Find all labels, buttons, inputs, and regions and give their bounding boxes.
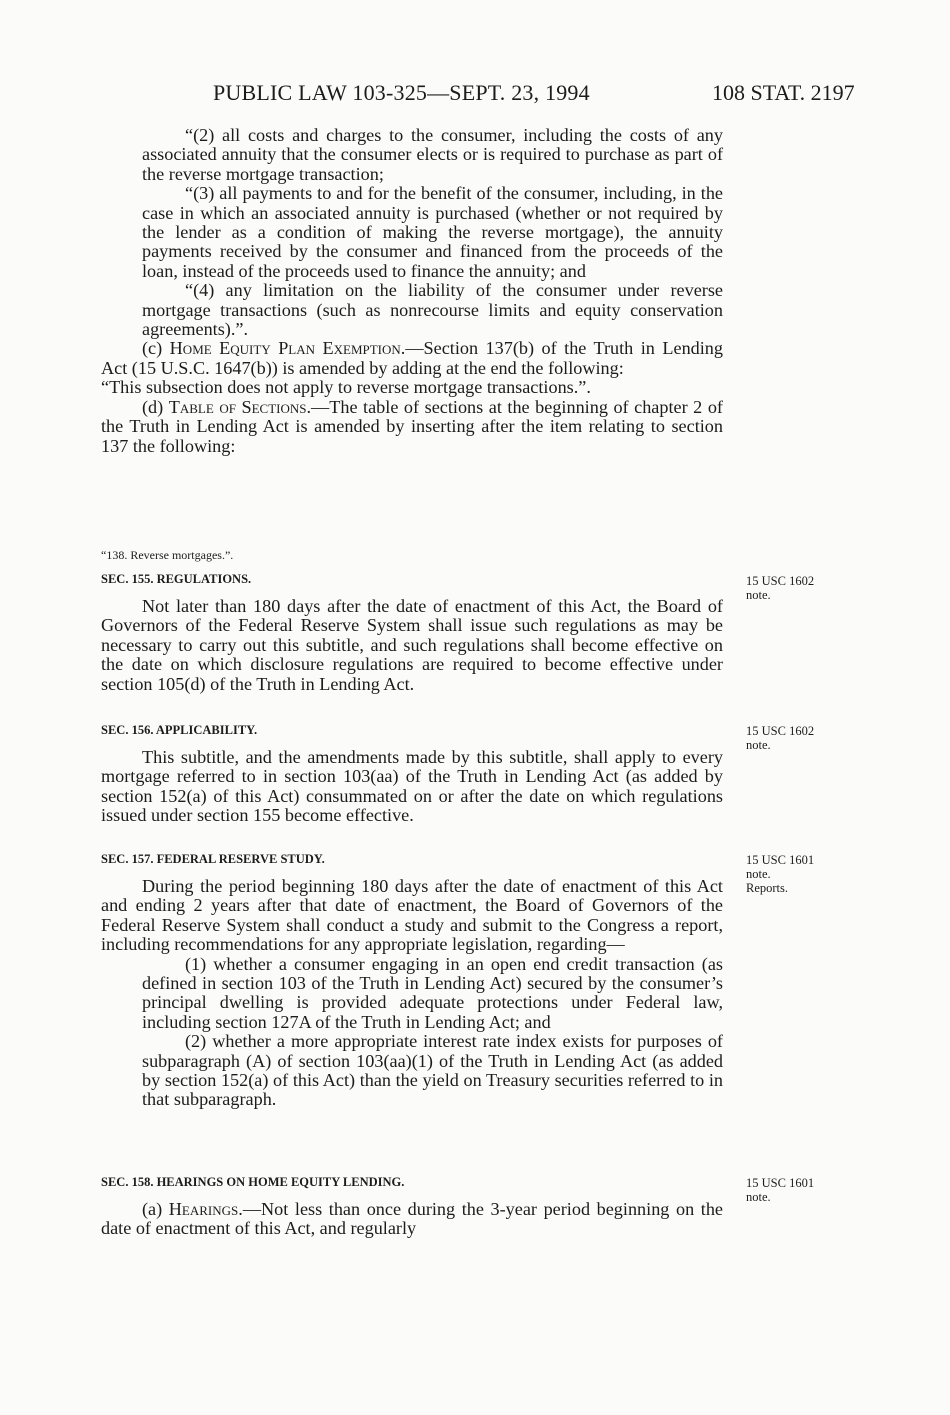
subsection-c-label: (c) <box>142 338 170 359</box>
item-2-block <box>101 126 723 339</box>
paragraph-item-2: “(2) all costs and charges to the consumer, including the costs of any associated annuity that the consumer elects or is required to purchase as part of the reverse mortgage transaction; <box>142 125 723 184</box>
section-155-note: note. <box>746 588 771 602</box>
paragraph-item-4: “(4) any limitation on the liability of the consumer under reverse mortgage transactions (such as nonrecourse limits and equity conservation agreements).”. <box>142 280 723 340</box>
section-157-body <box>101 877 723 1110</box>
section-158-citation: 15 USC 1601 <box>746 1176 815 1190</box>
statute-page-number: 108 STAT. 2197 <box>712 80 855 105</box>
section-157-item-1: (1) whether a consumer engaging in an open end credit transaction (as defined in section 103 of the Truth in Lending Act) secured by the consumer’s principal dwelling is provided adequate protections under Federal law, including section 127A of the Truth in Lending Act; and <box>142 953 723 1032</box>
subsection-d-heading: Table of Sections <box>168 396 307 417</box>
subsection-a-text: .—Not less than once during the 3-year period beginning on the date of enactment of this Act, and regularly <box>101 1199 723 1239</box>
paragraph-item-3: “(3) all payments to and for the benefit of the consumer, including, in the case in which an associated annuity is purchased (whether or not required by the lender as a condition of making the reverse mortgage), the annuity payments received by the consumer and financed from the proceeds of the loan, instead of the proceeds used to finance the annuity; and <box>142 183 723 281</box>
subsection-c-quote: “This subsection does not apply to reverse mortgage transactions.”. <box>101 377 591 398</box>
section-156-heading: SEC. 156. APPLICABILITY. <box>101 723 258 737</box>
section-157-reports-note: Reports. <box>746 881 789 895</box>
section-157-items <box>101 955 723 1110</box>
section-157-citation: 15 USC 1601 <box>746 853 815 867</box>
subsection-c-text: .—Section 137(b) of the Truth in Lending Act (15 U.S.C. 1647(b)) is amended by adding at the end the following: <box>101 338 723 378</box>
toc-entry: “138. Reverse mortgages.”. <box>101 548 234 562</box>
section-158-margin-note <box>746 1176 814 1204</box>
subsection-c-heading: Home Equity Plan Exemption <box>169 338 401 359</box>
section-156-citation: 15 USC 1602 <box>746 724 815 738</box>
section-155-heading: SEC. 155. REGULATIONS. <box>101 572 252 586</box>
section-155-margin-note <box>746 574 814 602</box>
section-156-paragraph: This subtitle, and the amendments made by this subtitle, shall apply to every mortgage referred to in section 103(aa) of the Truth in Lending Act (as added by section 152(a) of this Act) consummated on or after the date on which regulations issued under section 155 become effective. <box>101 747 723 826</box>
section-157-paragraph: During the period beginning 180 days after the date of enactment of this Act and ending 2 years after that date of enactment, the Board of Governors of the Federal Reserve System shall conduct a study and submit to the Congress a report, including recommendations for any appropriate legislation, regarding— <box>101 876 723 955</box>
section-158-body <box>101 1200 723 1239</box>
section-157-margin-note <box>746 853 814 895</box>
subsection-d-label: (d) <box>142 396 169 417</box>
running-header-title: PUBLIC LAW 103-325—SEPT. 23, 1994 <box>213 80 590 105</box>
section-157-item-2: (2) whether a more appropriate interest rate index exists for purposes of subparagraph (A) of section 103(aa)(1) of the Truth in Lending Act (as added by section 152(a) of this Act) than the yield on Treasury securities referred to in that subparagraph. <box>142 1031 723 1110</box>
section-158-note: note. <box>746 1190 771 1204</box>
section-157-heading: SEC. 157. FEDERAL RESERVE STUDY. <box>101 852 325 866</box>
subsection-a-heading: Hearings <box>168 1199 239 1219</box>
section-155-paragraph: Not later than 180 days after the date of enactment of this Act, the Board of Governors of the Federal Reserve System shall issue such regulations as may be necessary to carry out this subtitle, and such regulations shall become effective on the date on which disclosure regulations are required to become effective under section 105(d) of the Truth in Lending Act. <box>101 596 723 694</box>
section-157-note: note. <box>746 867 771 881</box>
section-158-subsection-a <box>101 1200 723 1239</box>
section-156-margin-note <box>746 724 814 752</box>
section-158-heading: SEC. 158. HEARINGS ON HOME EQUITY LENDING. <box>101 1175 405 1189</box>
continuation-block <box>101 126 723 456</box>
section-155-citation: 15 USC 1602 <box>746 574 815 588</box>
section-156-body <box>101 748 723 826</box>
subsection-c <box>101 339 723 378</box>
section-155-body <box>101 597 723 694</box>
subsection-d-text: .—The table of sections at the beginning of chapter 2 of the Truth in Lending Act is amended by inserting after the item relating to section 137 the following: <box>101 396 723 456</box>
section-156-note: note. <box>746 738 771 752</box>
subsection-a-label: (a) <box>142 1199 169 1219</box>
subsection-d <box>101 398 723 456</box>
